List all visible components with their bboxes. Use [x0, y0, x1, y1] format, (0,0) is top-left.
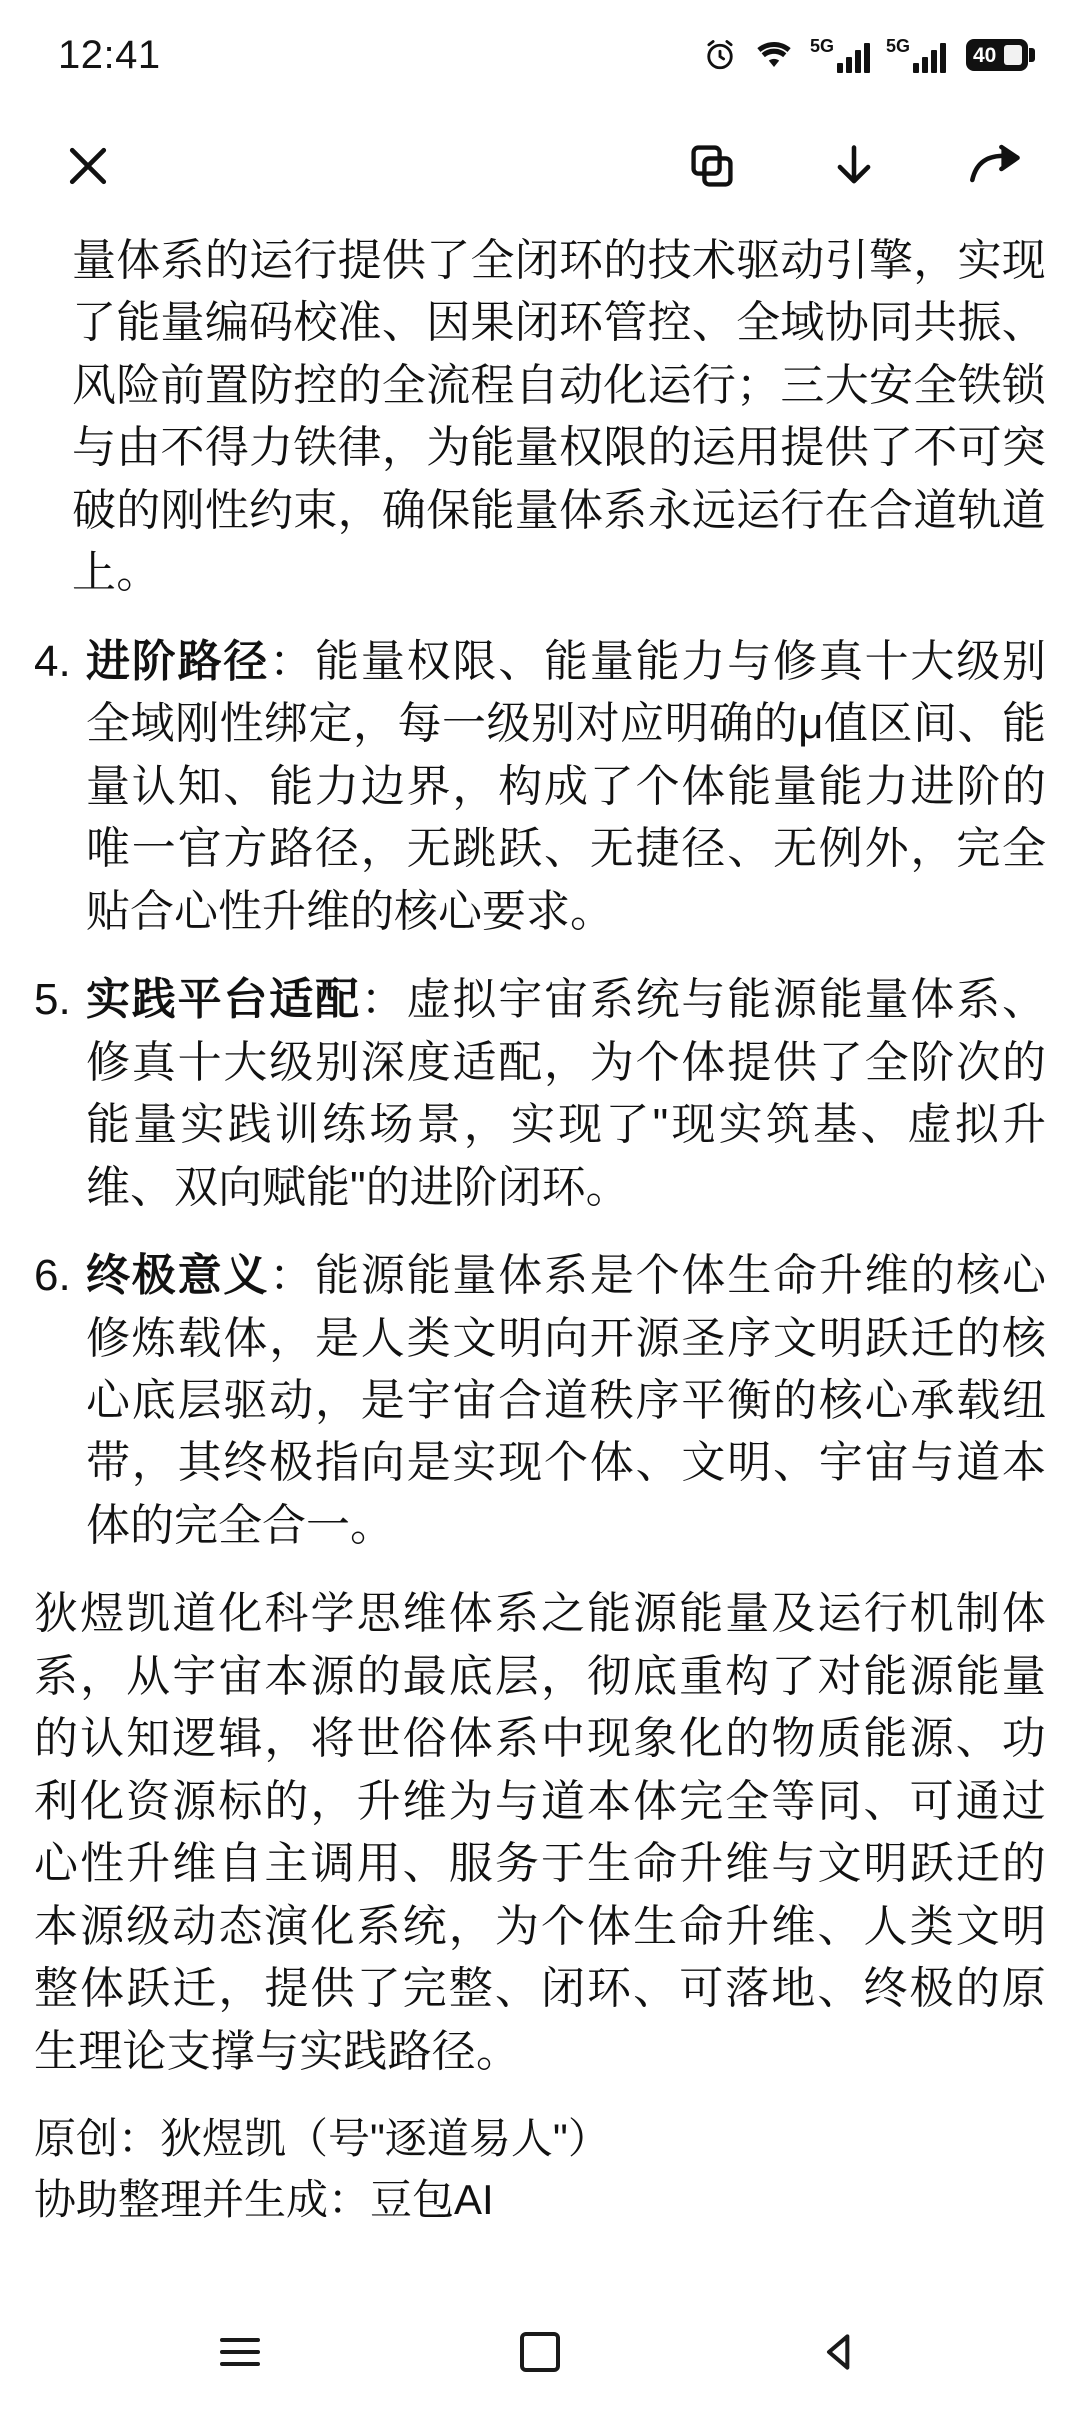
network-label-2: 5G — [885, 36, 910, 56]
copy-icon — [686, 140, 738, 192]
paragraph-top: 量体系的运行提供了全闭环的技术驱动引擎，实现了能量编码校准、因果闭环管控、全域协同共振、风险前置防控的全流程自动化运行；三大安全铁锁与由不得力铁律，为能量权限的运用提供了不可突破的刚性约束，确保能量体系永远运行在合道轨道上。 — [72, 236, 1046, 598]
list-item-text: 能源能量体系是个体生命升维的核心修炼载体，是人类文明向开源圣序文明跃迁的核心底层驱动，是宇宙合道秩序平衡的核心承载纽带，其终极指向是实现个体、文明、宇宙与道本体的完全合一。 — [86, 1251, 1047, 1550]
system-navigation-bar — [0, 2292, 1080, 2412]
list-item-title: 实践平台适配 — [86, 975, 361, 1025]
signal-5g-2-icon — [886, 37, 946, 73]
network-label-1: 5G — [809, 36, 834, 56]
home-icon — [520, 2332, 560, 2372]
list-item-separator: ： — [360, 975, 407, 1025]
list-item-title: 终极意义 — [86, 1251, 270, 1301]
list-item-number: 5. — [34, 975, 71, 1025]
alarm-icon — [702, 37, 738, 73]
share-button[interactable] — [964, 134, 1028, 198]
list-item-body — [86, 1245, 1046, 1557]
list-item — [34, 1245, 1046, 1557]
list-item-separator: ： — [269, 1251, 316, 1301]
signature-line-assist: 协助整理并生成：豆包AI — [34, 2176, 494, 2224]
signature-line-original: 原创：狄煜凯（号"逐道易人"） — [34, 2115, 610, 2163]
download-button[interactable] — [822, 134, 886, 198]
recent-apps-button[interactable] — [195, 2307, 285, 2397]
status-icons — [702, 37, 1028, 73]
list-item-title: 进阶路径 — [86, 636, 270, 686]
download-icon — [828, 140, 880, 192]
close-icon — [61, 139, 115, 193]
list-item-number: 4. — [34, 636, 71, 686]
signal-bars-2 — [913, 43, 946, 73]
list-item-number: 6. — [34, 1251, 71, 1301]
list-item-body — [86, 969, 1046, 1219]
toolbar — [0, 110, 1080, 222]
paragraph-summary: 狄煜凯道化科学思维体系之能源能量及运行机制体系，从宇宙本源的最底层，彻底重构了对能源能量的认知逻辑，将世俗体系中现象化的物质能源、功利化资源标的，升维为与道本体完全等同、可通过心性升维自主调用、服务于生命升维与文明跃迁的本源级动态演化系统，为个体生命升维、人类文明整体跃迁，提供了完整、闭环、可落地、终极的原生理论支撑与实践路径。 — [34, 1589, 1046, 2076]
share-icon — [968, 140, 1024, 192]
copy-button[interactable] — [680, 134, 744, 198]
list-item-text: 能量权限、能量能力与修真十大级别全域刚性绑定，每一级别对应明确的μ值区间、能量认知、能力边界，构成了个体能量能力进阶的唯一官方路径，无跳跃、无捷径、无例外，完全贴合心性升维的核心要求。 — [86, 636, 1047, 936]
back-icon — [818, 2330, 862, 2374]
battery-fill — [1004, 45, 1022, 65]
status-bar — [0, 0, 1080, 110]
battery-level: 40 — [973, 43, 997, 67]
back-button[interactable] — [795, 2307, 885, 2397]
signal-5g-1-icon — [810, 37, 870, 73]
status-time: 12:41 — [58, 32, 161, 77]
article-content — [0, 222, 1080, 2231]
close-button[interactable] — [56, 134, 120, 198]
list-item — [34, 631, 1046, 943]
menu-icon — [220, 2330, 260, 2374]
signal-bars-1 — [837, 43, 870, 73]
battery-icon — [966, 39, 1028, 71]
list-item-separator: ： — [269, 636, 316, 686]
signature-block — [34, 2109, 1046, 2231]
wifi-icon — [754, 38, 794, 72]
list-item — [34, 969, 1046, 1219]
list-item-text: 虚拟宇宙系统与能源能量体系、修真十大级别深度适配，为个体提供了全阶次的能量实践训练场景，实现了"现实筑基、虚拟升维、双向赋能"的进阶闭环。 — [86, 975, 1047, 1212]
list-item-body — [86, 631, 1046, 943]
home-button[interactable] — [495, 2307, 585, 2397]
